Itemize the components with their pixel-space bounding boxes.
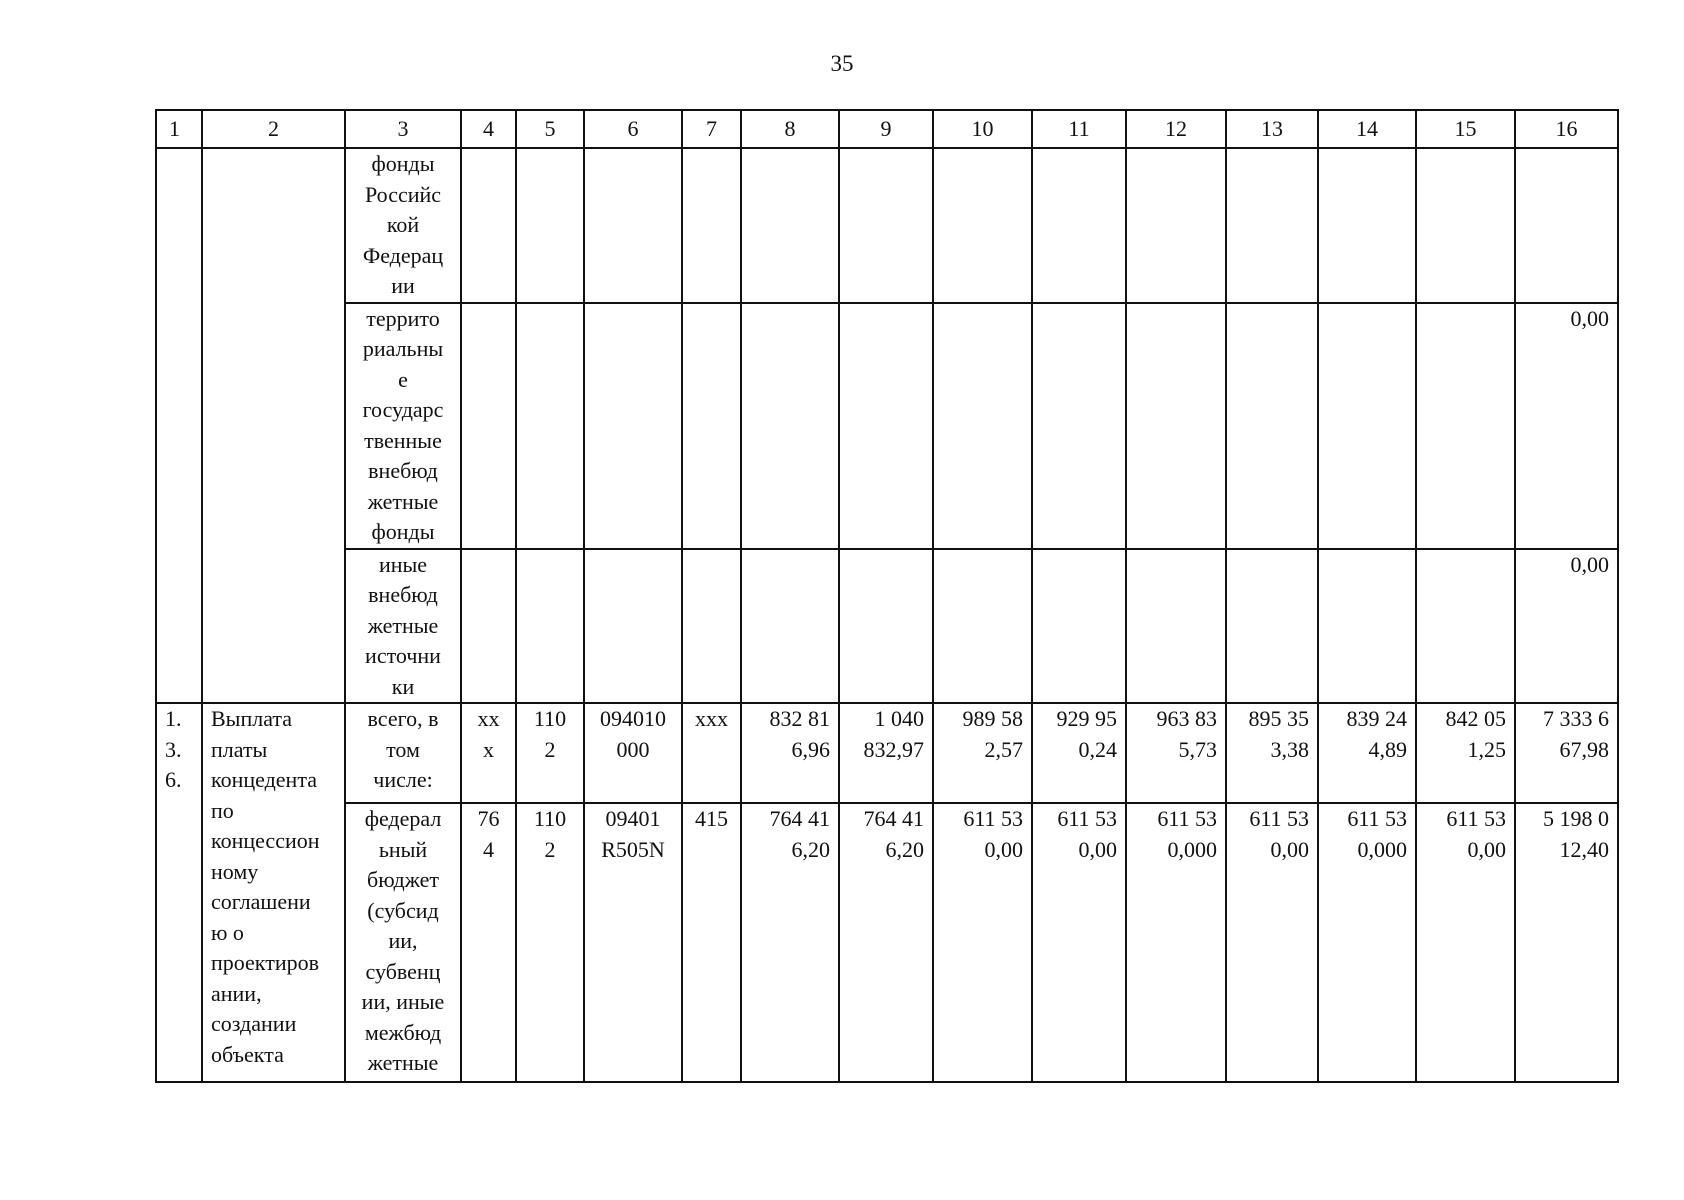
budget-table — [155, 109, 1619, 1083]
header-col-12: 12 — [1126, 110, 1226, 148]
header-col-6: 6 — [584, 110, 682, 148]
index-cell-empty — [156, 148, 202, 703]
header-col-14: 14 — [1318, 110, 1416, 148]
value-cell: 611 53 0,00 — [1032, 803, 1126, 1082]
value-cell: 963 83 5,73 — [1126, 703, 1226, 803]
value-cell: 611 53 0,000 — [1126, 803, 1226, 1082]
value-cell: 611 53 0,00 — [1226, 803, 1318, 1082]
value-cell: 7 333 6 67,98 — [1515, 703, 1618, 803]
total-value-cell: 0,00 — [1515, 549, 1618, 704]
table-row — [156, 549, 1618, 704]
funding-source-cell: всего, в том числе: — [345, 703, 461, 803]
value-cell: 1 040 832,97 — [839, 703, 933, 803]
header-col-2: 2 — [202, 110, 345, 148]
header-col-15: 15 — [1416, 110, 1515, 148]
value-cell: 929 95 0,24 — [1032, 703, 1126, 803]
table-row — [156, 803, 1618, 1082]
item-index-cell: 1. 3. 6. — [156, 703, 202, 1082]
header-col-3: 3 — [345, 110, 461, 148]
code-cell: 110 2 — [516, 703, 584, 803]
code-cell: ххх — [682, 703, 741, 803]
description-cell-empty — [202, 148, 345, 703]
code-cell: хх х — [461, 703, 516, 803]
funding-source-cell: фонды Российс кой Федерац ии — [345, 148, 461, 303]
header-row — [156, 110, 1618, 148]
funding-source-cell: федерал ьный бюджет (субсид ии, субвенц ии, иные межбюд жетные — [345, 803, 461, 1082]
value-cell: 611 53 0,000 — [1318, 803, 1416, 1082]
value-cell: 989 58 2,57 — [933, 703, 1032, 803]
value-cell: 611 53 0,00 — [1416, 803, 1515, 1082]
funding-source-cell: террито риальны е государс твенные внебюд жетные фонды — [345, 303, 461, 549]
value-cell: 895 35 3,38 — [1226, 703, 1318, 803]
table-row — [156, 148, 1618, 303]
value-cell: 5 198 0 12,40 — [1515, 803, 1618, 1082]
code-cell: 09401 R505N — [584, 803, 682, 1082]
header-col-8: 8 — [741, 110, 839, 148]
code-cell: 76 4 — [461, 803, 516, 1082]
header-col-5: 5 — [516, 110, 584, 148]
value-cell: 764 41 6,20 — [839, 803, 933, 1082]
header-col-7: 7 — [682, 110, 741, 148]
funding-source-cell: иные внебюд жетные источни ки — [345, 549, 461, 704]
header-col-9: 9 — [839, 110, 933, 148]
header-col-1: 1 — [156, 110, 202, 148]
header-col-10: 10 — [933, 110, 1032, 148]
value-cell: 764 41 6,20 — [741, 803, 839, 1082]
value-cell: 611 53 0,00 — [933, 803, 1032, 1082]
table-row — [156, 703, 1618, 803]
header-col-13: 13 — [1226, 110, 1318, 148]
page-number: 35 — [830, 51, 854, 76]
code-cell: 110 2 — [516, 803, 584, 1082]
item-description-cell: Выплата платы концедента по концессион ному соглашени ю о проектиров ании, создании объекта — [202, 703, 345, 1082]
code-cell: 415 — [682, 803, 741, 1082]
value-cell: 839 24 4,89 — [1318, 703, 1416, 803]
table-row — [156, 303, 1618, 549]
total-value-cell: 0,00 — [1515, 303, 1618, 549]
header-col-11: 11 — [1032, 110, 1126, 148]
value-cell: 842 05 1,25 — [1416, 703, 1515, 803]
header-col-16: 16 — [1515, 110, 1618, 148]
code-cell: 094010 000 — [584, 703, 682, 803]
value-cell: 832 81 6,96 — [741, 703, 839, 803]
header-col-4: 4 — [461, 110, 516, 148]
